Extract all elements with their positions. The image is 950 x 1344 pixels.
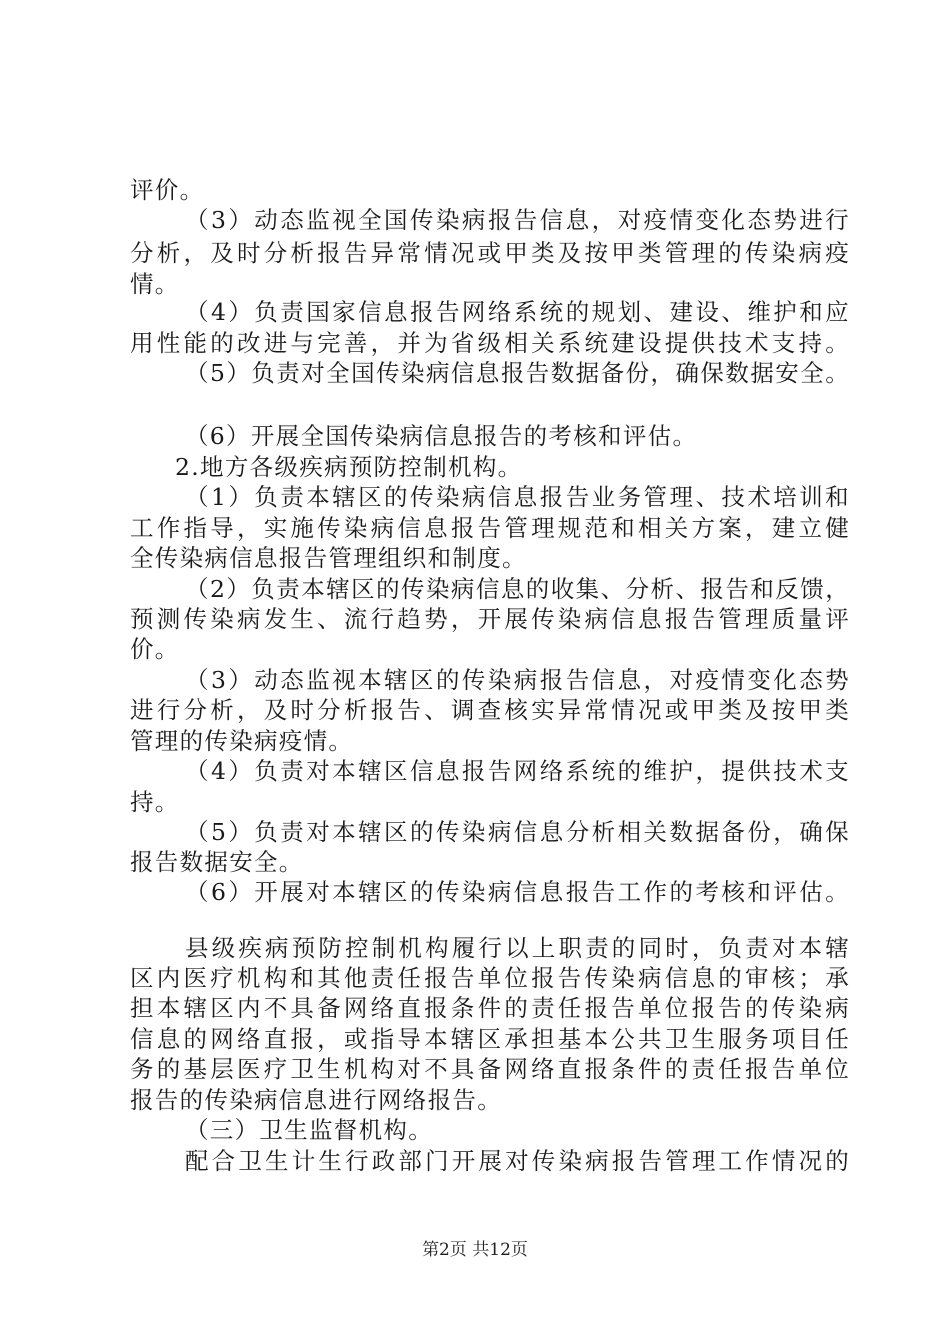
text-line: 报告的传染病信息进行网络报告。 (130, 1086, 502, 1114)
section-heading: 2.地方各级疾病预防控制机构。 (175, 453, 523, 481)
text-line: 报告数据安全。 (130, 848, 304, 876)
text-line: 县级疾病预防控制机构履行以上职责的同时，负责对本辖 (185, 934, 850, 962)
text-line: 工作指导，实施传染病信息报告管理规范和相关方案，建立健 (130, 514, 850, 542)
text-line: 区内医疗机构和其他责任报告单位报告传染病信息的审核；承 (130, 964, 850, 992)
section-heading: （三）卫生监督机构。 (185, 1116, 433, 1144)
text-line: （5）负责对本辖区的传染病信息分析相关数据备份，确保 (185, 818, 850, 846)
text-line: （4）负责国家信息报告网络系统的规划、建设、维护和应 (185, 298, 850, 326)
text-line: 评价。 (130, 176, 205, 204)
page-number-footer: 第2页 共12页 (422, 1240, 528, 1260)
text-line: （6）开展全国传染病信息报告的考核和评估。 (185, 422, 698, 450)
text-line: 预测传染病发生、流行趋势，开展传染病信息报告管理质量评 (130, 605, 850, 633)
text-line: 分析，及时分析报告异常情况或甲类及按甲类管理的传染病疫 (130, 239, 850, 267)
text-line: （6）开展对本辖区的传染病信息报告工作的考核和评估。 (185, 878, 850, 906)
text-line: （2）负责本辖区的传染病信息的收集、分析、报告和反馈， (185, 575, 850, 603)
text-line: （4）负责对本辖区信息报告网络系统的维护，提供技术支 (185, 757, 850, 785)
text-line: （5）负责对全国传染病信息报告数据备份，确保数据安全。 (185, 359, 850, 387)
text-line: 信息的网络直报，或指导本辖区承担基本公共卫生服务项目任 (130, 1025, 850, 1053)
text-line: 价。 (130, 635, 180, 663)
text-line: 配合卫生计生行政部门开展对传染病报告管理工作情况的 (185, 1147, 850, 1175)
text-line: （3）动态监视全国传染病报告信息，对疫情变化态势进行 (185, 206, 850, 234)
text-line: 情。 (130, 270, 180, 298)
text-line: 用性能的改进与完善，并为省级相关系统建设提供技术支持。 (130, 329, 850, 357)
text-line: 全传染病信息报告管理组织和制度。 (130, 544, 527, 572)
text-line: （1）负责本辖区的传染病信息报告业务管理、技术培训和 (185, 483, 850, 511)
text-line: 进行分析，及时分析报告、调查核实异常情况或甲类及按甲类 (130, 696, 850, 724)
text-line: 务的基层医疗卫生机构对不具备网络直报条件的责任报告单位 (130, 1055, 850, 1083)
text-line: 担本辖区内不具备网络直报条件的责任报告单位报告的传染病 (130, 994, 850, 1022)
text-line: 持。 (130, 788, 180, 816)
text-line: 管理的传染病疫情。 (130, 727, 354, 755)
text-line: （3）动态监视本辖区的传染病报告信息，对疫情变化态势 (185, 666, 850, 694)
